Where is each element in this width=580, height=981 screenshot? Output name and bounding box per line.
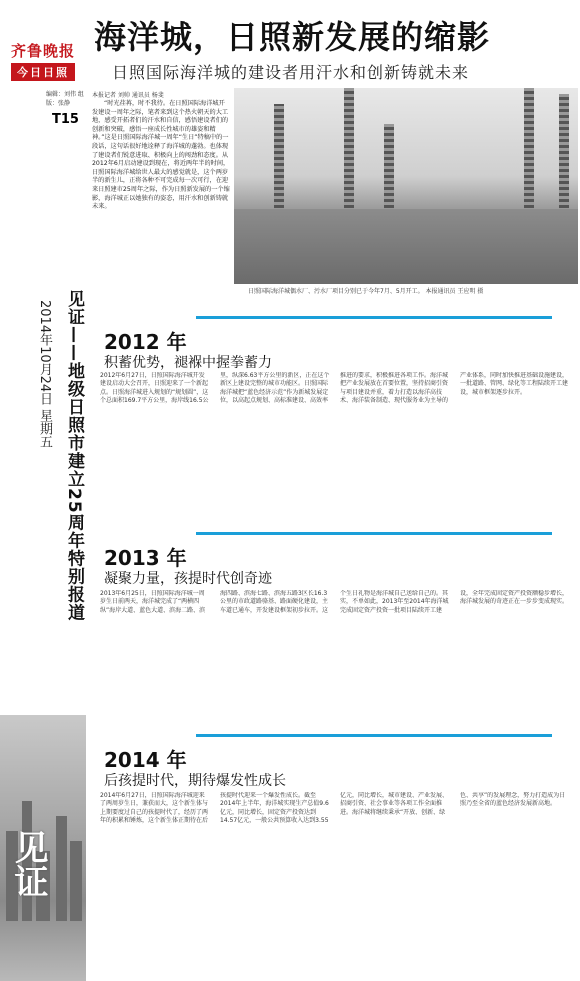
section-2012-body: 2012年6月27日，日照国际海洋城开发建设启动大会召开，日照迎来了一个新起点。日照海洋城进入规划的“规划圆”，这个总面积169.7平方公里，海岸线16.5公里，纵深6.63平方公里的新区，正在这个新区上建设完整的城市功能区。日照国际海洋城把“蓝色经济示范”作为新城发展定位，以高起点规划、高标准建设、高效率推进的要求，积极推进各项工作。海洋城把产业发展放在首要位置，坚持招商引资与项目建设并重，着力打造以海洋高技术、海洋装备制造、现代服务业为主导的产业体系，同时加快推进基础设施建设，一批道路、管网、绿化等工程陆续开工建设，城市框架逐步拉开。 [100,372,569,404]
section-2013-year: 2013 年 [104,546,187,570]
newspaper-name: 齐鲁晚报 [10,42,75,60]
section-2014-year: 2014 年 [104,748,187,772]
photo-caption: 日照国际海洋城偶水厂、污水厂项目分别已于今年7月、5月开工。 本报通讯员 王应明 摄 [248,288,484,295]
section-2012-year: 2012 年 [104,330,187,354]
sidebar [0,0,86,981]
special-report-title: 见证——地级日照市建立25周年特别报道 [64,290,84,622]
byline: 本报记者 刘帅 通讯员 杨斐 [92,92,164,99]
page-number: T15 [52,112,79,127]
article-headline: 海洋城，日照新发展的缩影 [94,18,491,56]
intro-paragraph: “时光荏苒，时不我待。在日照国际海洋城开发建设一周年之际，笔者来到这个热火朝天的大工地，感受开拓者们的汗水和自信，感悟建设者们的创新和突破，感悟一座成长性城市的雄姿和精神。”这是日照国际海洋城一周年“生日”特稿中的一段话，这句话很好地诠释了海洋城的蓬勃。也体现了建设者们锐意进取、积极向上的闯劲和态度。从2012年6月启动建设到现在，将近两年半的时间，日照国际海洋城给世人最大的感觉就是，这个两岁半的新生儿，正将各种不可完成每一次可行，在迎来日照建市25周年之际，作为日照新发展的一个缩影，海洋城正以她独有的姿态，用汗水和创新铸就未来。 [92,100,230,211]
section-2014-body: 2014年6月27日，日照国际海洋城迎来了两周岁生日，兼获而大，这个新生体与上期要度过自己的孩提时代了，经历了两年的积累和锤炼，这个新生体正期待在后孩提时代迎来一个爆发性成长。截至2014年上半年，海洋城实现生产总值9.6亿元，同比增长，固定资产投资达到14.57亿元，一般公共预算收入达到3.55亿元，同比增长，城市建设、产业发展、招商引资、社会事业等各项工作全面推进。海洋城将继续秉承“开放、创新、绿色、共享”的发展理念，努力打造成为日照乃至全省的蓝色经济发展新高地。 [100,792,566,824]
section-2012-subtitle: 积蓄优势，褪褓中握拳蓄力 [104,355,272,371]
calligraphy-mark: 见证 [8,830,48,898]
section-divider [196,532,552,535]
special-report-band [56,290,84,680]
article-subheadline: 日照国际海洋城的建设者用汗水和创新铸就未来 [112,63,470,82]
section-2013-subtitle: 凝聚力量，孩提时代创奇迹 [104,571,272,587]
newspaper-logo [4,40,82,81]
section-divider [196,734,552,737]
issue-date: 2014年10月24日 星期五 [37,300,52,449]
construction-photo [234,88,578,284]
section-divider [196,316,552,319]
section-2013-body: 2013年6月25日，日照国际海洋城一周岁生日前两天，海洋城完成了“两横四纵”海岸大道、蓝色大道、滨海二路、滨海四路、滨海七路、滨海五路3区长16.3公里的市政道路骆基、路面硬化建设，主车道已通车，开发建设框架初步拉开。这个生日礼物是海洋城自己送给自己的。其实，不单如此，2013年至2014年海洋城完成固定资产投资一批项目陆续开工建设，全年完成固定资产投资额稳步增长，海洋城发展的奇迹正在一步步变成现实。 [100,590,569,614]
editors: 编辑：刘伟 组版：张静 [46,91,84,107]
newspaper-edition: 今日日照 [11,63,75,81]
section-2014-subtitle: 后孩提时代，期待爆发性成长 [104,773,286,789]
